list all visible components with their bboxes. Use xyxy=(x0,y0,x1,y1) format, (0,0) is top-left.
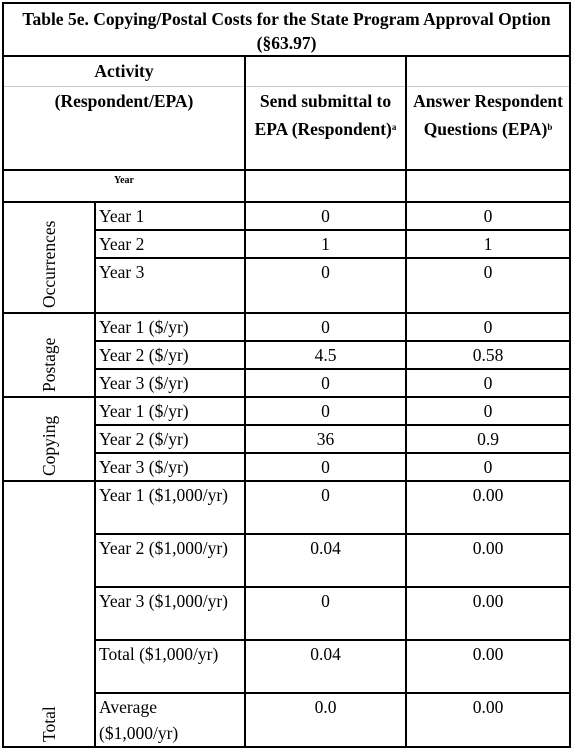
row-value-col2: 0 xyxy=(406,202,570,230)
col1-header-label: Send submittal to EPA (Respondent) xyxy=(254,90,392,139)
copying-group-cell xyxy=(3,397,95,481)
row-label: Year 2 ($/yr) xyxy=(95,341,245,369)
row-value-col1: 4.5 xyxy=(245,341,406,369)
occurrences-group-cell xyxy=(3,202,95,313)
row-value-col1: 1 xyxy=(245,230,406,258)
copying-group-label: Copying xyxy=(39,415,59,476)
total-group-label: Total xyxy=(39,706,59,742)
row-value-col2: 0 xyxy=(406,397,570,425)
total-group-cell xyxy=(3,481,95,747)
cost-table xyxy=(2,2,571,748)
row-value-col2: 0.9 xyxy=(406,425,570,453)
row-value-col1: 0.0 xyxy=(245,693,406,747)
row-value-col2: 0.58 xyxy=(406,341,570,369)
row-label: Year 3 ($/yr) xyxy=(95,369,245,397)
row-label: Total ($1,000/yr) xyxy=(95,640,245,693)
row-label: Average ($1,000/yr) xyxy=(95,693,245,747)
row-value-col1: 0 xyxy=(245,397,406,425)
row-value-col1: 0.04 xyxy=(245,534,406,587)
occurrences-group-label: Occurrences xyxy=(39,220,59,308)
row-value-col2: 0.00 xyxy=(406,693,570,747)
col1-header-top xyxy=(245,56,406,86)
row-value-col1: 0 xyxy=(245,453,406,481)
row-value-col2: 0 xyxy=(406,369,570,397)
col2-header xyxy=(406,86,570,170)
row-value-col1: 0 xyxy=(245,481,406,534)
col1-header xyxy=(245,86,406,170)
row-value-col1: 0 xyxy=(245,587,406,640)
col2-header-label: Answer Respondent Questions (EPA) xyxy=(413,90,563,139)
row-label: Year 1 ($/yr) xyxy=(95,313,245,341)
row-value-col2: 0.00 xyxy=(406,587,570,640)
row-label: Year 2 xyxy=(95,230,245,258)
row-label: Year 3 ($/yr) xyxy=(95,453,245,481)
year-header: Year xyxy=(3,170,245,202)
row-value-col1: 0 xyxy=(245,202,406,230)
row-label: Year 3 ($1,000/yr) xyxy=(95,587,245,640)
row-value-col2: 0 xyxy=(406,313,570,341)
row-value-col2: 0.00 xyxy=(406,640,570,693)
row-value-col2: 0.00 xyxy=(406,481,570,534)
row-value-col2: 0 xyxy=(406,258,570,313)
row-value-col2: 0.00 xyxy=(406,534,570,587)
row-label: Year 2 ($/yr) xyxy=(95,425,245,453)
table-row xyxy=(3,202,570,230)
row-value-col1: 0 xyxy=(245,369,406,397)
row-value-col1: 36 xyxy=(245,425,406,453)
year-header-col2 xyxy=(406,170,570,202)
table-row xyxy=(3,313,570,341)
row-value-col1: 0.04 xyxy=(245,640,406,693)
row-value-col1: 0 xyxy=(245,258,406,313)
year-header-col1 xyxy=(245,170,406,202)
col2-footnote-mark: b xyxy=(547,121,553,132)
row-label: Year 1 xyxy=(95,202,245,230)
table-title: Table 5e. Copying/Postal Costs for the State Program Approval Option (§63.97) xyxy=(3,3,570,56)
row-label: Year 1 ($1,000/yr) xyxy=(95,481,245,534)
row-label: Year 3 xyxy=(95,258,245,313)
postage-group-label: Postage xyxy=(39,337,59,392)
row-label: Year 2 ($1,000/yr) xyxy=(95,534,245,587)
row-label: Year 1 ($/yr) xyxy=(95,397,245,425)
row-value-col2: 1 xyxy=(406,230,570,258)
col1-footnote-mark: a xyxy=(391,121,397,132)
col2-header-top xyxy=(406,56,570,86)
table-row xyxy=(3,481,570,534)
row-value-col2: 0 xyxy=(406,453,570,481)
activity-header: Activity xyxy=(3,56,245,86)
activity-subheader: (Respondent/EPA) xyxy=(3,86,245,170)
row-value-col1: 0 xyxy=(245,313,406,341)
table-row xyxy=(3,397,570,425)
postage-group-cell xyxy=(3,313,95,397)
